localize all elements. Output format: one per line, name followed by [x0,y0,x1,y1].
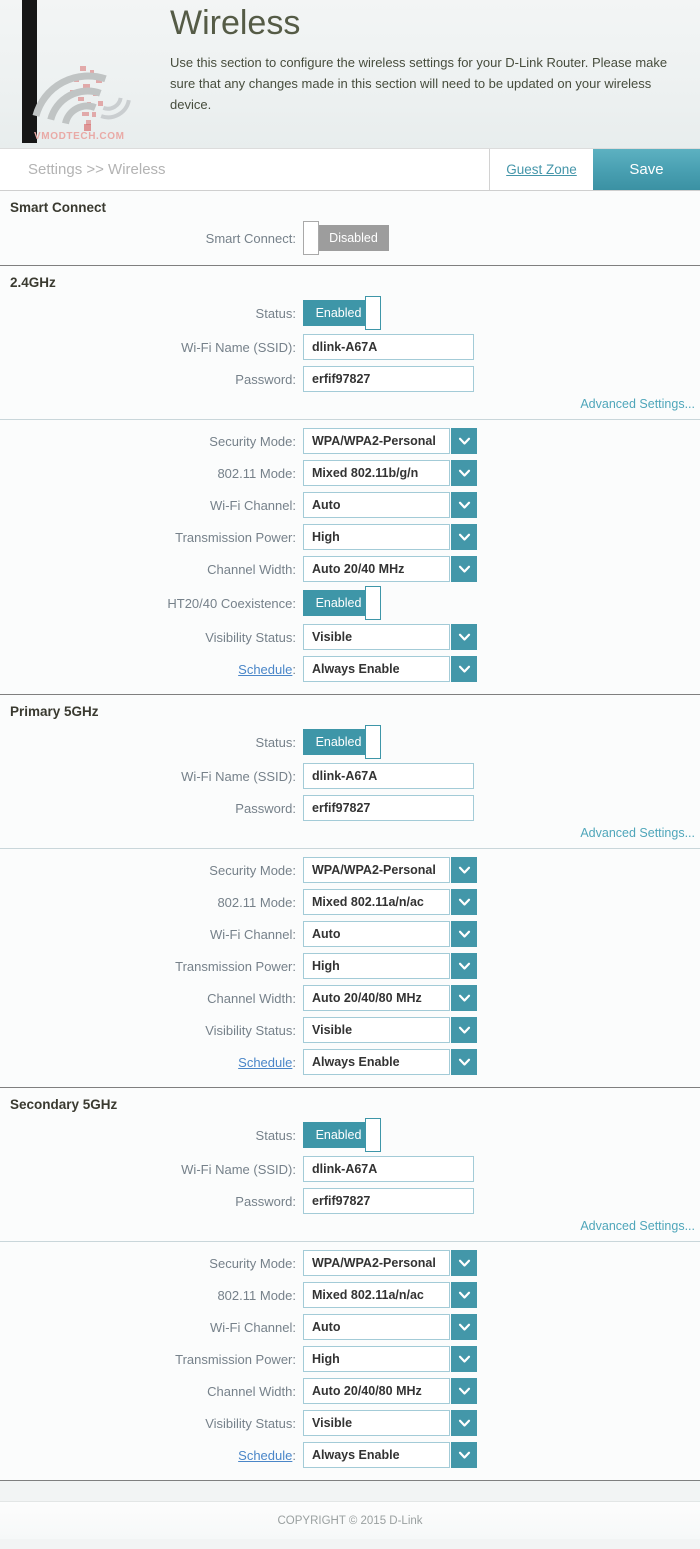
chevron-down-icon [451,1282,477,1308]
chevron-down-icon [451,428,477,454]
section-divider [0,1241,700,1242]
select-value: WPA/WPA2-Personal [303,857,450,883]
transmission-power-secondary5ghz-select[interactable] [303,1346,477,1372]
chevron-down-icon [451,985,477,1011]
select-value: Mixed 802.11a/n/ac [303,1282,450,1308]
wifi-name-primary5ghz-input[interactable] [303,763,474,789]
chevron-down-icon [451,460,477,486]
channel-width-secondary5ghz-row [0,1376,700,1406]
toggle-knob [303,221,319,255]
field-control [303,1442,477,1468]
schedule-primary5ghz-label-link[interactable]: Schedule [238,1054,293,1070]
field-label: Wi-Fi Name (SSID): [181,339,296,355]
wifi-channel-24ghz-row [0,490,700,520]
schedule-primary5ghz-select[interactable] [303,1049,477,1075]
field-control [303,656,477,682]
smart-connect-toggle[interactable] [303,221,389,255]
settings-section [0,1087,700,1480]
schedule-secondary5ghz-row [0,1440,700,1470]
transmission-power-secondary5ghz-row [0,1344,700,1374]
toggle-knob [365,586,381,620]
security-mode-primary5ghz-row [0,855,700,885]
status-secondary5ghz-toggle[interactable] [303,1118,374,1152]
chevron-down-icon [451,1049,477,1075]
password-secondary5ghz-row [0,1186,700,1216]
visibility-status-secondary5ghz-select[interactable] [303,1410,477,1436]
toggle-knob [365,1118,381,1152]
transmission-power-24ghz-select[interactable] [303,524,477,550]
channel-width-primary5ghz-row [0,983,700,1013]
select-value: Auto [303,492,450,518]
security-mode-secondary5ghz-select[interactable] [303,1250,477,1276]
select-value: High [303,953,450,979]
toggle-state-label: Disabled [318,225,389,251]
field-label: Channel Width: [207,1383,296,1399]
field-label: Wi-Fi Channel: [210,1319,296,1335]
guest-zone-link[interactable]: Guest Zone [506,162,577,177]
field-label: Wi-Fi Name (SSID): [181,768,296,784]
chevron-down-icon [451,1410,477,1436]
guest-zone-box [489,149,593,190]
field-label: Transmission Power: [175,1351,296,1367]
select-value: Visible [303,1017,450,1043]
toggle-state-label: Enabled [303,300,374,326]
schedule-primary5ghz-row [0,1047,700,1077]
select-value: Auto 20/40 MHz [303,556,450,582]
chevron-down-icon [451,1442,477,1468]
field-control [303,795,474,821]
toggle-knob [365,296,381,330]
channel-width-secondary5ghz-select[interactable] [303,1378,477,1404]
select-value: Auto [303,921,450,947]
field-label: Status: [255,734,296,750]
field-control [303,953,477,979]
toggle-state-label: Enabled [303,1122,374,1148]
transmission-power-24ghz-row [0,522,700,552]
select-value: Always Enable [303,656,450,682]
field-label [0,1448,300,1463]
breadcrumb: Settings >> Wireless [28,161,166,178]
chevron-down-icon [451,656,477,682]
label-colon: : [292,1447,296,1463]
field-label: Status: [255,1127,296,1143]
select-value: Mixed 802.11a/n/ac [303,889,450,915]
wifi-arcs-icon [30,44,148,144]
section-heading: Smart Connect [10,200,107,215]
chevron-down-icon [451,1017,477,1043]
field-label: HT20/40 Coexistence: [167,595,296,611]
80211-mode-secondary5ghz-select[interactable] [303,1282,477,1308]
field-label: Transmission Power: [175,958,296,974]
transmission-power-primary5ghz-select[interactable] [303,953,477,979]
ht2040-coexistence-toggle[interactable] [303,586,374,620]
field-label: Smart Connect: [205,230,296,246]
field-label: Wi-Fi Channel: [210,926,296,942]
select-value: WPA/WPA2-Personal [303,428,450,454]
field-label: Password: [235,800,296,816]
section-heading: Primary 5GHz [10,704,99,719]
field-control [303,1282,477,1308]
chevron-down-icon [451,921,477,947]
field-control [303,763,474,789]
visibility-status-24ghz-row [0,622,700,652]
password-24ghz-row [0,364,700,394]
select-value: WPA/WPA2-Personal [303,1250,450,1276]
field-label: Channel Width: [207,990,296,1006]
field-label: Security Mode: [209,862,296,878]
chevron-down-icon [451,1314,477,1340]
chevron-down-icon [451,857,477,883]
field-control [303,1410,477,1436]
field-label [0,662,300,677]
schedule-secondary5ghz-label-link[interactable]: Schedule [238,1447,293,1463]
select-value: Visible [303,1410,450,1436]
schedule-24ghz-select[interactable] [303,656,477,682]
field-control [303,624,477,650]
field-label: Password: [235,1193,296,1209]
wifi-name-primary5ghz-row [0,761,700,791]
status-primary5ghz-toggle[interactable] [303,725,374,759]
status-primary5ghz-row [0,725,700,759]
label-colon: : [292,1054,296,1070]
advanced-settings-link[interactable]: Advanced Settings... [580,826,695,840]
field-control [303,1188,474,1214]
select-value: High [303,524,450,550]
advanced-settings-link[interactable]: Advanced Settings... [580,1219,695,1233]
transmission-power-primary5ghz-row [0,951,700,981]
field-control [303,921,477,947]
toggle-state-label: Enabled [303,590,374,616]
chevron-down-icon [451,624,477,650]
security-mode-primary5ghz-select[interactable] [303,857,477,883]
wifi-logo [30,44,148,144]
field-control [303,725,374,759]
password-secondary5ghz-input[interactable] [303,1188,474,1214]
status-24ghz-row [0,296,700,330]
visibility-status-24ghz-select[interactable] [303,624,477,650]
field-label: Wi-Fi Name (SSID): [181,1161,296,1177]
select-value: Always Enable [303,1442,450,1468]
channel-width-24ghz-select[interactable] [303,556,477,582]
chevron-down-icon [451,1378,477,1404]
field-control [303,857,477,883]
field-control [303,492,477,518]
visibility-status-primary5ghz-row [0,1015,700,1045]
smart-connect-row [0,221,700,255]
security-mode-24ghz-select[interactable] [303,428,477,454]
field-control [303,1314,477,1340]
field-control [303,985,477,1011]
field-label: Security Mode: [209,433,296,449]
channel-width-24ghz-row [0,554,700,584]
field-label: Password: [235,371,296,387]
field-control [303,366,474,392]
schedule-secondary5ghz-select[interactable] [303,1442,477,1468]
field-label: Channel Width: [207,561,296,577]
breadcrumb-bar [0,148,700,191]
field-control [303,556,477,582]
80211-mode-24ghz-select[interactable] [303,460,477,486]
field-control [303,1049,477,1075]
security-mode-secondary5ghz-row [0,1248,700,1278]
chevron-down-icon [451,524,477,550]
section-divider [0,848,700,849]
copyright-text: COPYRIGHT © 2015 D-Link [0,1501,700,1539]
wifi-channel-primary5ghz-row [0,919,700,949]
field-label: 802.11 Mode: [217,465,296,481]
field-control [303,460,477,486]
80211-mode-primary5ghz-select[interactable] [303,889,477,915]
field-label: Visibility Status: [205,1415,296,1431]
wifi-channel-secondary5ghz-select[interactable] [303,1314,477,1340]
field-control [303,524,477,550]
toggle-knob [365,725,381,759]
select-value: High [303,1346,450,1372]
select-value: Auto [303,1314,450,1340]
field-label [0,1055,300,1070]
password-24ghz-input[interactable] [303,366,474,392]
password-primary5ghz-input[interactable] [303,795,474,821]
wifi-name-secondary5ghz-row [0,1154,700,1184]
select-value: Mixed 802.11b/g/n [303,460,450,486]
toggle-state-label: Enabled [303,729,374,755]
settings-section [0,265,700,694]
save-button[interactable]: Save [593,149,700,190]
field-label: 802.11 Mode: [217,1287,296,1303]
chevron-down-icon [451,953,477,979]
security-mode-24ghz-row [0,426,700,456]
select-value: Always Enable [303,1049,450,1075]
wifi-channel-secondary5ghz-row [0,1312,700,1342]
settings-section [0,694,700,1087]
section-heading: 2.4GHz [10,275,56,290]
password-primary5ghz-row [0,793,700,823]
field-label: Transmission Power: [175,529,296,545]
wifi-channel-24ghz-select[interactable] [303,492,477,518]
80211-mode-secondary5ghz-row [0,1280,700,1310]
visibility-status-secondary5ghz-row [0,1408,700,1438]
select-value: Visible [303,624,450,650]
page-description: Use this section to configure the wireless settings for your D-Link Router. Please make sure that any changes made in this section will need to be updated on your wireless device. [170,55,668,113]
schedule-24ghz-label-link[interactable]: Schedule [238,661,293,677]
vmodtech-watermark: VMODTECH.COM [34,131,125,142]
80211-mode-primary5ghz-row [0,887,700,917]
settings-main [0,191,700,1480]
chevron-down-icon [451,556,477,582]
field-control [303,1378,477,1404]
status-24ghz-toggle[interactable] [303,296,374,330]
chevron-down-icon [451,1250,477,1276]
field-control [303,428,477,454]
ht2040-coexistence-row [0,586,700,620]
section-divider [0,419,700,420]
channel-width-primary5ghz-select[interactable] [303,985,477,1011]
label-colon: : [292,661,296,677]
field-control [303,1156,474,1182]
field-label: Status: [255,305,296,321]
field-control [303,889,477,915]
select-value: Auto 20/40/80 MHz [303,985,450,1011]
80211-mode-24ghz-row [0,458,700,488]
page-header [0,0,700,148]
chevron-down-icon [451,889,477,915]
field-control [303,586,374,620]
settings-section [0,191,700,265]
schedule-24ghz-row [0,654,700,684]
wifi-name-24ghz-input[interactable] [303,334,474,360]
chevron-down-icon [451,1346,477,1372]
wifi-name-24ghz-row [0,332,700,362]
visibility-status-primary5ghz-select[interactable] [303,1017,477,1043]
field-control [303,221,389,255]
field-label: Visibility Status: [205,629,296,645]
field-label: 802.11 Mode: [217,894,296,910]
field-control [303,334,474,360]
advanced-settings-link[interactable]: Advanced Settings... [580,397,695,411]
wifi-name-secondary5ghz-input[interactable] [303,1156,474,1182]
wifi-channel-primary5ghz-select[interactable] [303,921,477,947]
field-control [303,1118,374,1152]
section-heading: Secondary 5GHz [10,1097,118,1112]
field-label: Wi-Fi Channel: [210,497,296,513]
field-control [303,296,374,330]
field-control [303,1250,477,1276]
status-secondary5ghz-row [0,1118,700,1152]
page-title: Wireless [170,4,301,42]
field-control [303,1017,477,1043]
field-label: Security Mode: [209,1255,296,1271]
page-footer [0,1480,700,1549]
field-control [303,1346,477,1372]
field-label: Visibility Status: [205,1022,296,1038]
select-value: Auto 20/40/80 MHz [303,1378,450,1404]
chevron-down-icon [451,492,477,518]
